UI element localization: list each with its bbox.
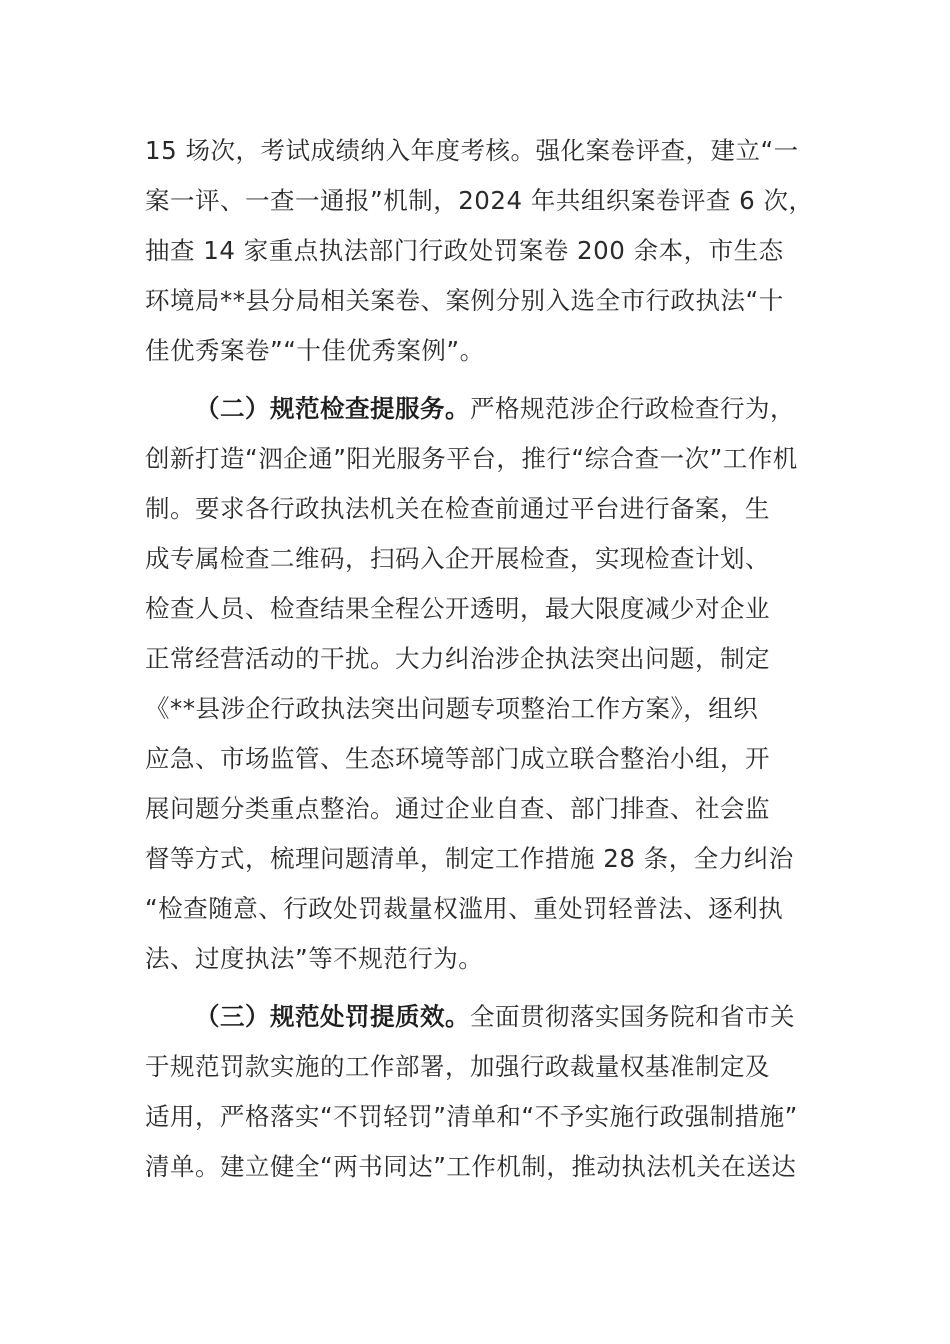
text-line	[145, 992, 810, 1042]
text-line: 佳优秀案卷”“十佳优秀案例”。	[145, 336, 485, 365]
text-line: 清单。建立健全“两书同达”工作机制，推动执法机关在送达	[145, 1152, 797, 1181]
text-line: 抽查 14 家重点执法部门行政处罚案卷 200 余本，市生态	[145, 236, 784, 265]
text-line: 创新打造“泗企通”阳光服务平台，推行“综合查一次”工作机	[145, 444, 798, 473]
text-line: 检查人员、检查结果全程公开透明，最大限度减少对企业	[145, 594, 770, 623]
text-line-rest: 全面贯彻落实国务院和省市关	[470, 1002, 795, 1031]
text-line: 于规范罚款实施的工作部署，加强行政裁量权基准制定及	[145, 1052, 770, 1081]
paragraph-penalty-quality	[145, 992, 810, 1192]
text-line: 展问题分类重点整治。通过企业自查、部门排查、社会监	[145, 794, 770, 823]
text-line: 适用，严格落实“不罚轻罚”清单和“不予实施行政强制措施”	[145, 1102, 798, 1131]
text-line: 应急、市场监管、生态环境等部门成立联合整治小组，开	[145, 744, 770, 773]
paragraph-exam-review	[145, 126, 814, 376]
text-line	[145, 384, 810, 434]
text-line: 督等方式，梳理问题清单，制定工作措施 28 条，全力纠治	[145, 844, 794, 873]
text-line-rest: 严格规范涉企行政检查行为，	[470, 394, 795, 423]
text-line: 案一评、一查一通报”机制，2024 年共组织案卷评查 6 次，	[145, 186, 814, 215]
text-line: 正常经营活动的干扰。大力纠治涉企执法突出问题，制定	[145, 644, 770, 673]
text-line: 法、过度执法”等不规范行为。	[145, 944, 484, 973]
text-line: 成专属检查二维码，扫码入企开展检查，实现检查计划、	[145, 544, 770, 573]
paragraph-spacer	[145, 376, 810, 384]
document-body	[145, 126, 814, 1192]
paragraph-inspection-service	[145, 384, 810, 984]
text-line: “检查随意、行政处罚裁量权滥用、重处罚轻普法、逐利执	[145, 894, 784, 923]
text-line: 《**县涉企行政执法突出问题专项整治工作方案》，组织	[145, 694, 759, 723]
text-line: 环境局**县分局相关案卷、案例分别入选全市行政执法“十	[145, 286, 784, 315]
section-heading-inspection: （二）规范检查提服务。	[195, 394, 470, 423]
paragraph-spacer	[145, 984, 810, 992]
section-heading-penalty: （三）规范处罚提质效。	[195, 1002, 470, 1031]
text-line: 15 场次，考试成绩纳入年度考核。强化案卷评查，建立“一	[145, 136, 799, 165]
text-line: 制。要求各行政执法机关在检查前通过平台进行备案，生	[145, 494, 770, 523]
